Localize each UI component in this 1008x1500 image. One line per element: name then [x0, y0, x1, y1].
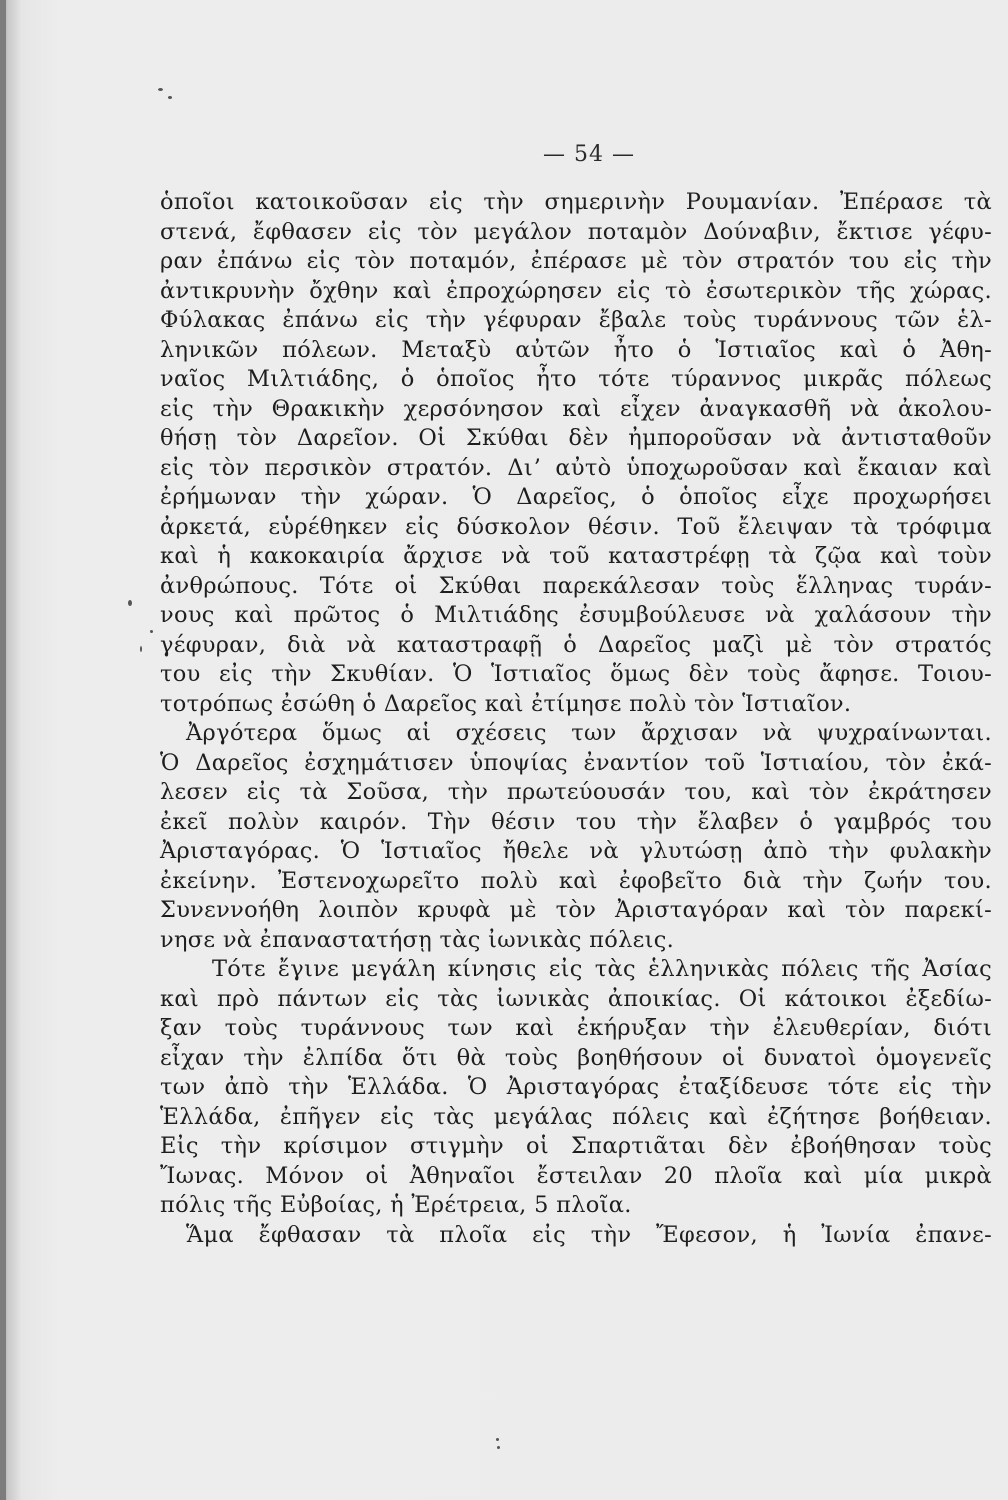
text-line: ἀρκετά, εὑρέθηκεν εἰς δύσκολον θέσιν. Τοῦ ἔλειψαν τὰ τρόφιμα — [160, 513, 992, 540]
text-line: ἐκεῖ πολὺν καιρόν. Τὴν θέσιν του τὴν ἔλαβεν ὁ γαμβρός του — [160, 808, 992, 835]
text-line: θήσῃ τὸν Δαρεῖον. Οἱ Σκύθαι δὲν ἠμποροῦσαν νὰ ἀντισταθοῦν — [160, 425, 992, 451]
text-line: Εἰς τὴν κρίσιμον στιγμὴν οἱ Σπαρτιᾶται δὲν ἐβοήθησαν τοὺς — [160, 1133, 992, 1159]
text-line: εἶχαν τὴν ἐλπίδα ὅτι θὰ τοὺς βοηθήσουν οἱ δυνατοὶ ὁμογενεῖς — [160, 1044, 992, 1071]
body-text — [160, 188, 992, 1250]
text-line: των ἀπὸ τὴν Ἑλλάδα. Ὁ Ἀρισταγόρας ἐταξίδευσε τότε εἰς τὴν — [160, 1074, 992, 1100]
text-line: ληνικῶν πόλεων. Μεταξὺ αὐτῶν ἦτο ὁ Ἱστιαῖος καὶ ὁ Ἀθη- — [160, 336, 992, 363]
text-line: Τότε ἔγινε μεγάλη κίνησις εἰς τὰς ἑλληνικὰς πόλεις τῆς Ἀσίας — [212, 956, 992, 982]
scan-speck — [128, 600, 132, 606]
text-line: ὁποῖοι κατοικοῦσαν εἰς τὴν σημερινὴν Ρουμανίαν. Ἐπέρασε τὰ — [160, 189, 992, 215]
text-line: Ἑλλάδα, ἐπῆγεν εἰς τὰς μεγάλας πόλεις καὶ ἐζήτησε βοήθειαν. — [160, 1103, 992, 1130]
text-line: Ἴωνας. Μόνον οἱ Ἀθηναῖοι ἔστειλαν 20 πλοῖα καὶ μία μικρὰ — [160, 1162, 992, 1189]
scan-speck — [140, 646, 142, 652]
scan-speck — [496, 1438, 499, 1441]
page-binding-edge — [0, 0, 6, 1500]
text-line: Ἅμα ἔφθασαν τὰ πλοῖα εἰς τὴν Ἔφεσον, ἡ Ἰωνία ἐπανε- — [186, 1221, 992, 1248]
scan-speck — [497, 1446, 500, 1449]
scan-speck — [158, 88, 163, 91]
text-line: ἐρήμωναν τὴν χώραν. Ὁ Δαρεῖος, ὁ ὁποῖος εἶχε προχωρήσει — [160, 484, 992, 510]
text-line: Συνεννοήθη λοιπὸν κρυφὰ μὲ τὸν Ἀρισταγόραν καὶ τὸν παρεκί- — [160, 897, 992, 923]
text-line: ἀνθρώπους. Τότε οἱ Σκύθαι παρεκάλεσαν τοὺς ἕλληνας τυράν- — [160, 572, 992, 599]
text-line: γέφυραν, διὰ νὰ καταστραφῇ ὁ Δαρεῖος μαζὶ μὲ τὸν στρατός — [160, 631, 992, 658]
text-line: νησε νὰ ἐπαναστατήσῃ τὰς ἰωνικὰς πόλεις. — [160, 926, 675, 953]
text-line: εἰς τὸν περσικὸν στρατόν. Διʼ αὐτὸ ὑποχωροῦσαν καὶ ἔκαιαν καὶ — [160, 454, 992, 481]
text-line: καὶ ἡ κακοκαιρία ἄρχισε νὰ τοῦ καταστρέφῃ τὰ ζῷα καὶ τοὺν — [160, 543, 992, 569]
text-line: του εἰς τὴν Σκυθίαν. Ὁ Ἱστιαῖος ὅμως δὲν τοὺς ἄφησε. Τοιου- — [160, 661, 992, 687]
text-line: Ἀργότερα ὅμως αἱ σχέσεις των ἄρχισαν νὰ ψυχραίνωνται. — [186, 720, 992, 746]
text-line: ναῖος Μιλτιάδης, ὁ ὁποῖος ἦτο τότε τύραννος μικρᾶς πόλεως — [160, 366, 992, 392]
text-line: Ὁ Δαρεῖος ἐσχημάτισεν ὑποψίας ἐναντίον τοῦ Ἱστιαίου, τὸν ἐκά- — [160, 749, 992, 776]
page-number: — 54 — — [543, 142, 635, 167]
text-line: λεσεν εἰς τὰ Σοῦσα, τὴν πρωτεύουσάν του, καὶ τὸν ἐκράτησεν — [160, 779, 992, 805]
text-line: στενά, ἔφθασεν εἰς τὸν μεγάλον ποταμὸν Δούναβιν, ἔκτισε γέφυ- — [160, 218, 992, 245]
text-line: ραν ἐπάνω εἰς τὸν ποταμόν, ἐπέρασε μὲ τὸν στρατόν του εἰς τὴν — [160, 248, 992, 274]
text-line: καὶ πρὸ πάντων εἰς τὰς ἰωνικὰς ἀποικίας. Οἱ κάτοικοι ἐξεδίω- — [160, 985, 992, 1012]
text-line: ἀντικρυνὴν ὄχθην καὶ ἐπροχώρησεν εἰς τὸ ἐσωτερικὸν τῆς χώρας. — [160, 277, 992, 304]
text-line: Φύλακας ἐπάνω εἰς τὴν γέφυραν ἔβαλε τοὺς τυράννους τῶν ἑλ- — [160, 307, 992, 333]
text-line: ξαν τοὺς τυράννους των καὶ ἐκήρυξαν τὴν ἐλευθερίαν, διότι — [160, 1015, 992, 1041]
text-line: τοτρόπως ἐσώθη ὁ Δαρεῖος καὶ ἐτίμησε πολὺ τὸν Ἱστιαῖον. — [160, 690, 852, 717]
scan-speck — [150, 630, 153, 633]
text-line: εἰς τὴν Θρακικὴν χερσόνησον καὶ εἶχεν ἀναγκασθῆ νὰ ἀκολου- — [160, 395, 992, 422]
scan-speck — [168, 96, 172, 99]
text-line: πόλις τῆς Εὐβοίας, ἡ Ἐρέτρεια, 5 πλοῖα. — [160, 1192, 632, 1218]
text-line: ἐκείνην. Ἐστενοχωρεῖτο πολὺ καὶ ἐφοβεῖτο διὰ τὴν ζωήν του. — [160, 867, 992, 894]
text-line: Ἀρισταγόρας. Ὁ Ἱστιαῖος ἤθελε νὰ γλυτώσῃ ἀπὸ τὴν φυλακὴν — [160, 838, 992, 864]
text-line: νους καὶ πρῶτος ὁ Μιλτιάδης ἐσυμβούλευσε νὰ χαλάσουν τὴν — [160, 602, 992, 628]
